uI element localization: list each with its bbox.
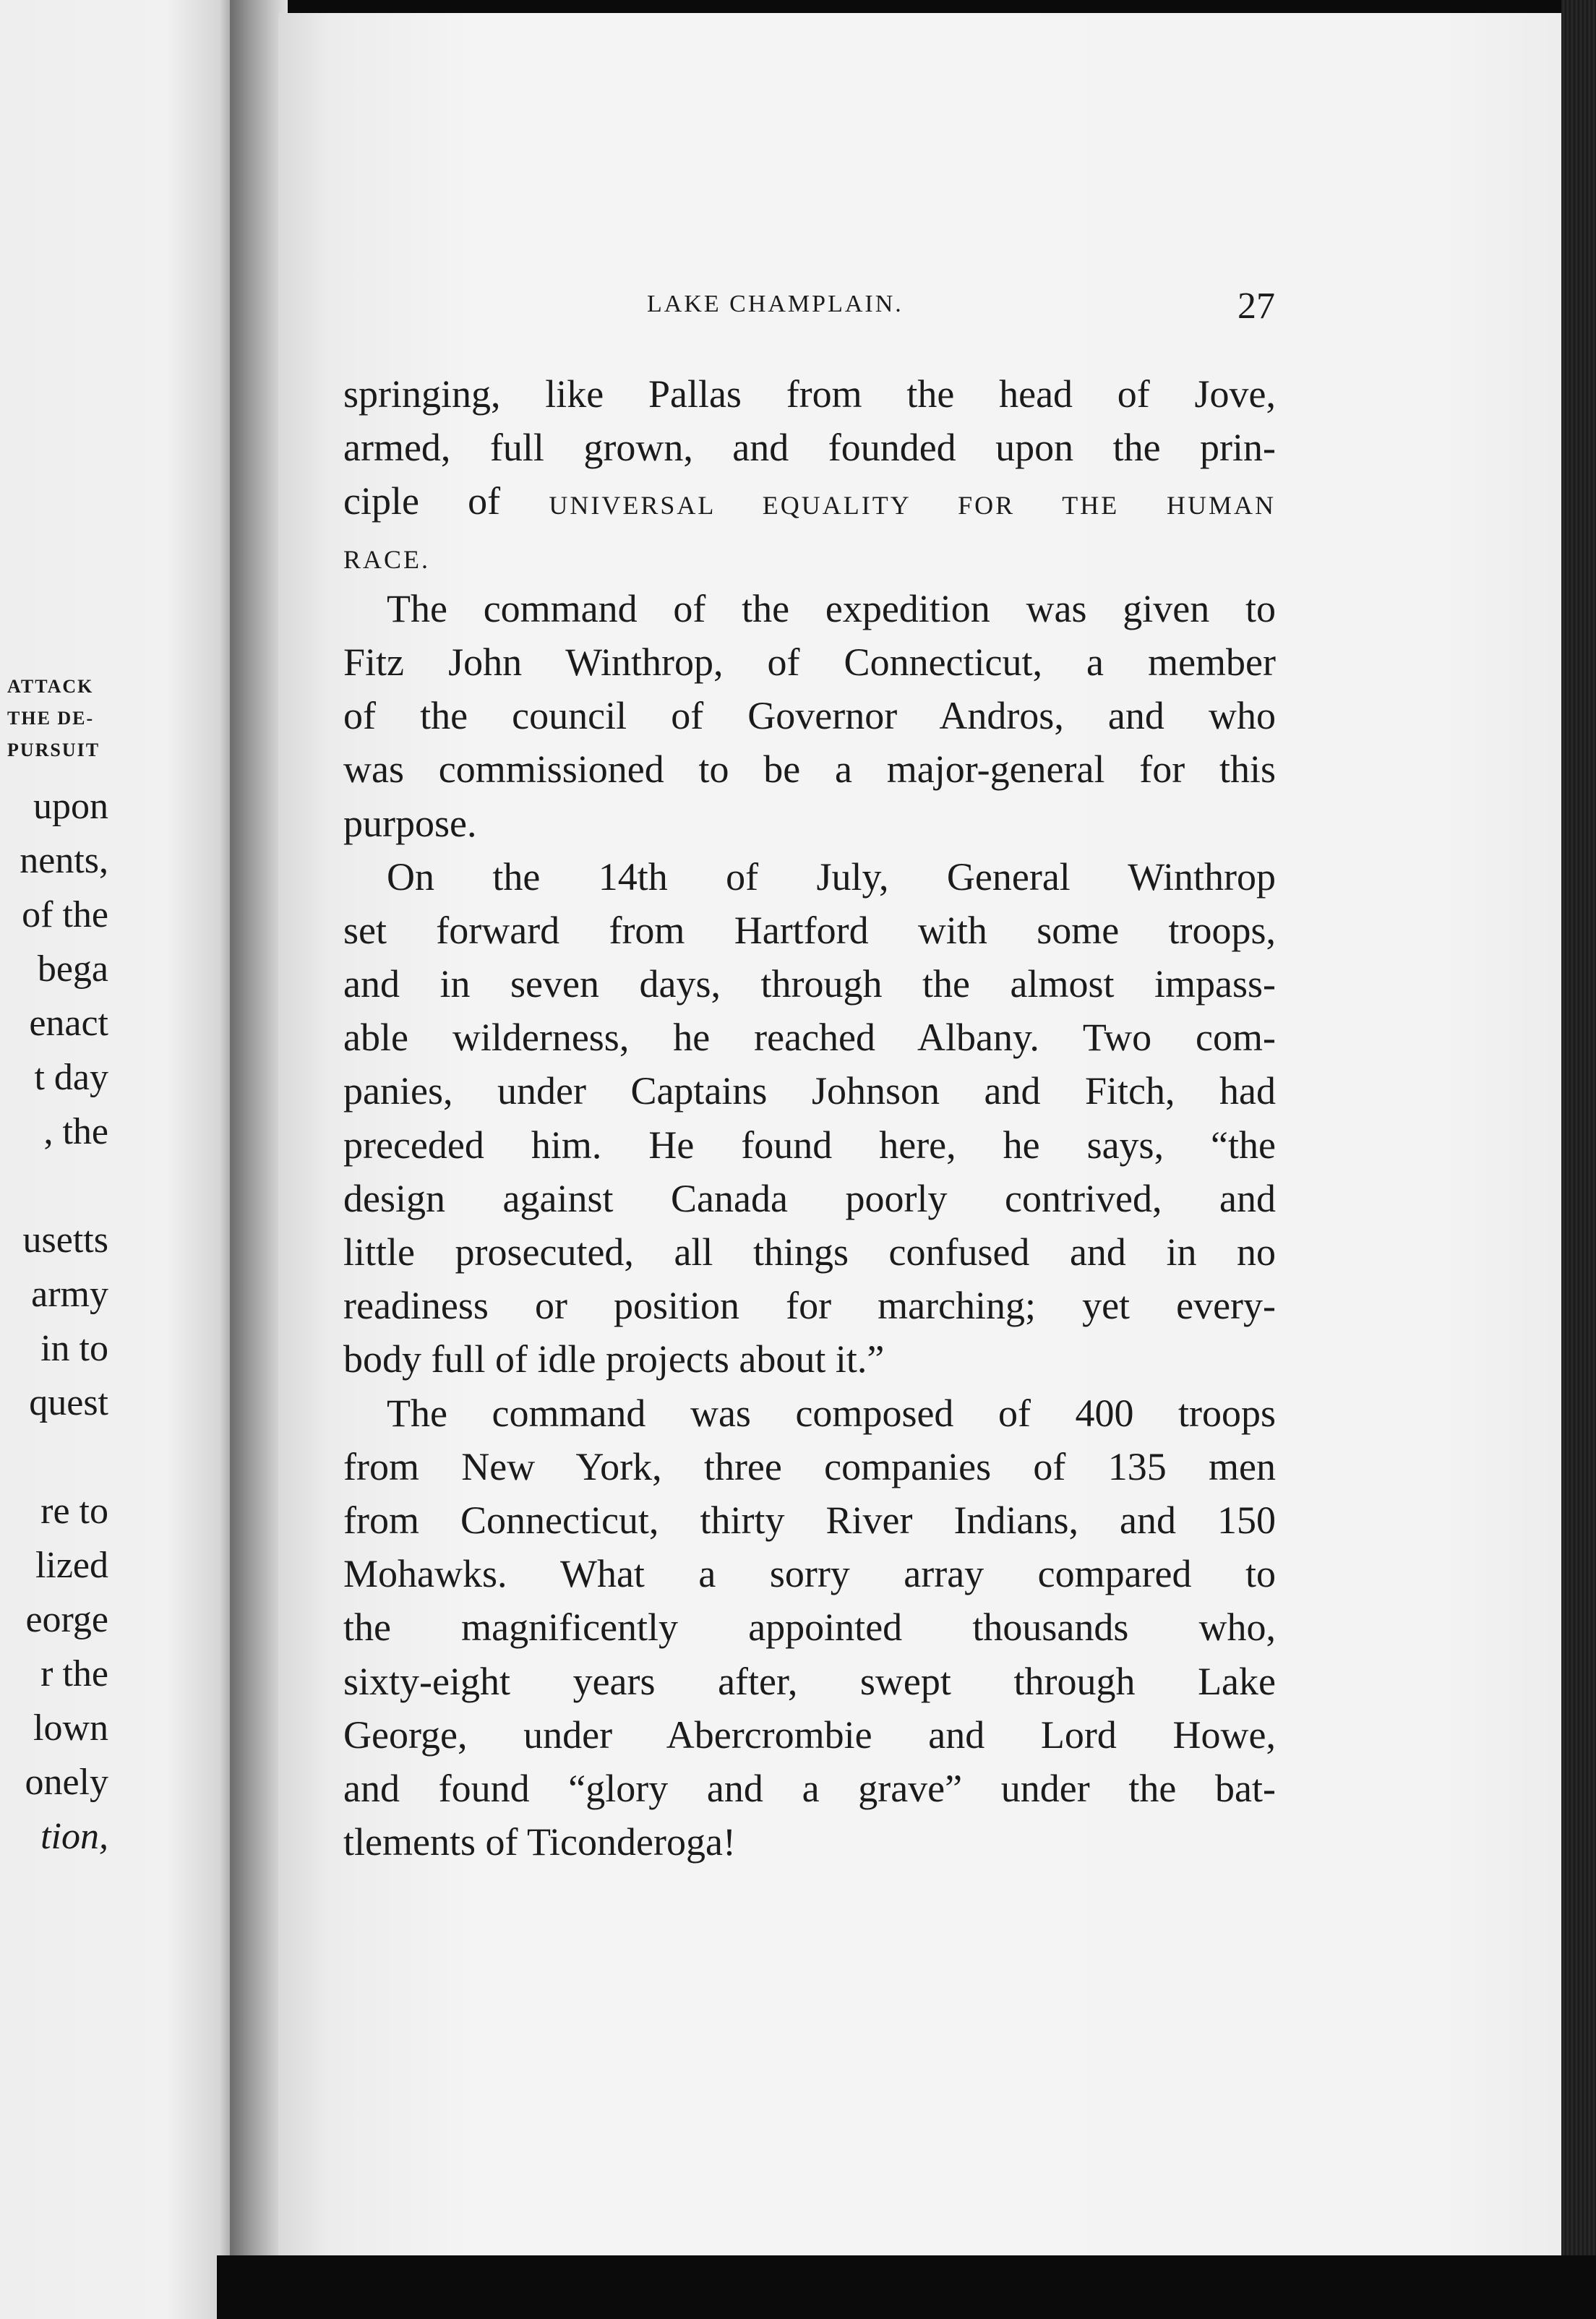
- text-line: panies, under Captains Johnson and Fitch, had: [343, 1069, 1276, 1113]
- left-fragment-line: usetts: [22, 1219, 108, 1261]
- bottom-shadow: [217, 2255, 1596, 2319]
- left-fragment-line: quest: [29, 1382, 108, 1423]
- text-line: tlements of Ticonderoga!: [343, 1820, 736, 1864]
- text-line: Mohawks. What a sorry array compared to: [343, 1552, 1276, 1596]
- side-note-line: PURSUIT: [7, 740, 100, 760]
- left-fragment-line: eorge: [25, 1599, 108, 1640]
- text-line: little prosecuted, all things confused and in no: [343, 1230, 1276, 1274]
- text-line: [343, 474, 1276, 528]
- small-caps-phrase: RACE.: [343, 544, 431, 574]
- body-text: [343, 367, 1276, 1869]
- left-fragment-line: in to: [40, 1328, 108, 1369]
- text-line: [343, 528, 1276, 582]
- left-fragment-line: onely: [25, 1762, 108, 1803]
- text-line: design against Canada poorly contrived, and: [343, 1176, 1276, 1220]
- left-fragment-line: army: [31, 1274, 108, 1315]
- text-line-lead: ciple of: [343, 479, 549, 523]
- text-line: The command was composed of 400 troops: [387, 1391, 1276, 1435]
- left-fragment-line: nents,: [20, 840, 108, 881]
- left-fragment-line: upon: [33, 786, 108, 827]
- side-note: [7, 671, 116, 766]
- left-fragment-line: , the: [43, 1111, 108, 1152]
- left-fragment-line: tion,: [40, 1816, 108, 1857]
- page-edges: [1561, 0, 1596, 2319]
- left-fragment-line: re to: [40, 1491, 108, 1532]
- text-line: and in seven days, through the almost impass-: [343, 962, 1276, 1006]
- side-note-line: THE DE-: [7, 708, 95, 729]
- text-line: The command of the expedition was given to: [387, 586, 1276, 630]
- left-fragment-line: lized: [35, 1545, 108, 1586]
- text-line: the magnificently appointed thousands who,: [343, 1606, 1276, 1650]
- text-line: of the council of Governor Andros, and who: [343, 694, 1276, 738]
- text-line: from New York, three companies of 135 men: [343, 1444, 1276, 1488]
- side-note-line: ATTACK: [7, 676, 94, 697]
- text-line: body full of idle projects about it.”: [343, 1337, 885, 1381]
- text-line: On the 14th of July, General Winthrop: [387, 854, 1276, 899]
- left-fragment-line: of the: [22, 894, 108, 935]
- text-line: George, under Abercrombie and Lord Howe,: [343, 1713, 1276, 1757]
- text-line: set forward from Hartford with some troops,: [343, 908, 1276, 952]
- text-line: armed, full grown, and founded upon the prin-: [343, 426, 1276, 470]
- left-page-text-column: [0, 0, 108, 2319]
- text-line: able wilderness, he reached Albany. Two com-: [343, 1016, 1276, 1060]
- text-line: and found “glory and a grave” under the bat-: [343, 1766, 1276, 1810]
- left-fragment-line: enact: [29, 1003, 108, 1044]
- text-line: Fitz John Winthrop, of Connecticut, a member: [343, 640, 1276, 684]
- text-line: springing, like Pallas from the head of Jove,: [343, 372, 1276, 416]
- left-fragment-line: t day: [34, 1057, 108, 1098]
- text-line: readiness or position for marching; yet every-: [343, 1284, 1276, 1328]
- small-caps-phrase: UNIVERSAL EQUALITY FOR THE HUMAN: [549, 491, 1276, 520]
- page-number: 27: [1237, 286, 1275, 327]
- left-page: [0, 0, 239, 2319]
- left-fragment-line: lown: [33, 1707, 108, 1749]
- running-head: LAKE CHAMPLAIN.: [647, 291, 904, 317]
- text-line: sixty-eight years after, swept through Lake: [343, 1659, 1276, 1703]
- text-line: from Connecticut, thirty River Indians, and 150: [343, 1498, 1276, 1542]
- text-line: was commissioned to be a major-general for this: [343, 747, 1276, 792]
- text-line: preceded him. He found here, he says, “the: [343, 1123, 1276, 1167]
- left-fragment-line: r the: [40, 1653, 108, 1694]
- text-line: purpose.: [343, 801, 477, 845]
- left-fragment-line: bega: [37, 948, 108, 990]
